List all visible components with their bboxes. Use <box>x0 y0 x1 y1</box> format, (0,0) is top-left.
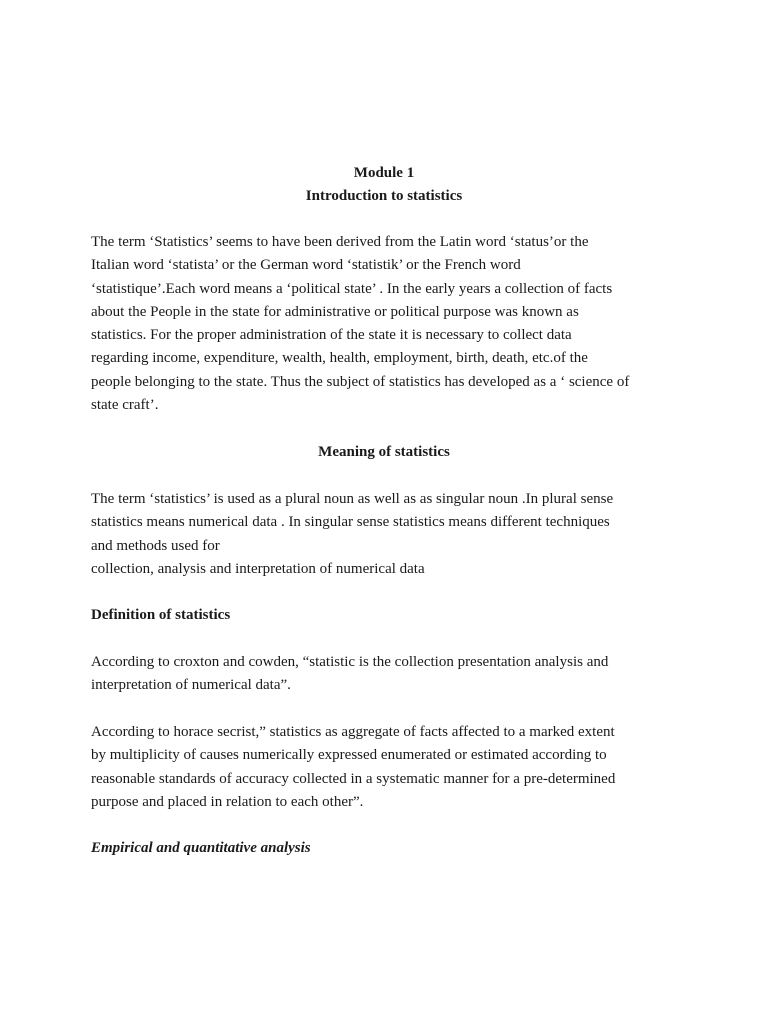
paragraph-line: The term ‘Statistics’ seems to have been derived from the Latin word ‘status’or the <box>91 234 589 250</box>
croxton-paragraph <box>91 651 691 698</box>
secrist-paragraph <box>91 721 691 814</box>
paragraph-line: interpretation of numerical data”. <box>91 677 291 694</box>
paragraph-line: about the People in the state for administrative or political purpose was known as <box>91 303 579 320</box>
paragraph-line: statistics means numerical data . In singular sense statistics means different techniques <box>91 514 610 531</box>
paragraph-line: statistics. For the proper administration of the state it is necessary to collect data <box>91 327 572 344</box>
paragraph-line: and methods used for <box>91 537 220 554</box>
intro-paragraph <box>91 231 691 417</box>
paragraph-line: regarding income, expenditure, wealth, health, employment, birth, death, etc.of the <box>91 350 588 367</box>
paragraph-line: people belonging to the state. Thus the subject of statistics has developed as a ‘ science of <box>91 373 630 390</box>
paragraph-line: reasonable standards of accuracy collected in a systematic manner for a pre-determined <box>91 770 616 787</box>
module-title: Module 1 <box>353 165 415 181</box>
meaning-paragraph <box>91 488 691 581</box>
paragraph-line: state craft’. <box>91 397 159 414</box>
paragraph-line: According to croxton and cowden, “statistic is the collection presentation analysis and <box>91 654 609 670</box>
paragraph-line: ‘statistique’.Each word means a ‘political state’ . In the early years a collection of facts <box>91 280 613 297</box>
paragraph-line: collection, analysis and interpretation of numerical data <box>91 560 425 577</box>
paragraph-line: Italian word ‘statista’ or the German word ‘statistik’ or the French word <box>91 257 521 274</box>
empirical-heading: Empirical and quantitative analysis <box>91 840 311 856</box>
module-subtitle: Introduction to statistics <box>305 188 463 204</box>
paragraph-line: The term ‘statistics’ is used as a plural noun as well as as singular noun .In plural sense <box>91 491 614 507</box>
definition-heading: Definition of statistics <box>91 607 231 623</box>
meaning-heading: Meaning of statistics <box>318 444 450 460</box>
paragraph-line: According to horace secrist,” statistics as aggregate of facts affected to a marked extent <box>91 724 615 740</box>
paragraph-line: by multiplicity of causes numerically expressed enumerated or estimated according to <box>91 747 607 764</box>
paragraph-line: purpose and placed in relation to each other”. <box>91 793 364 810</box>
